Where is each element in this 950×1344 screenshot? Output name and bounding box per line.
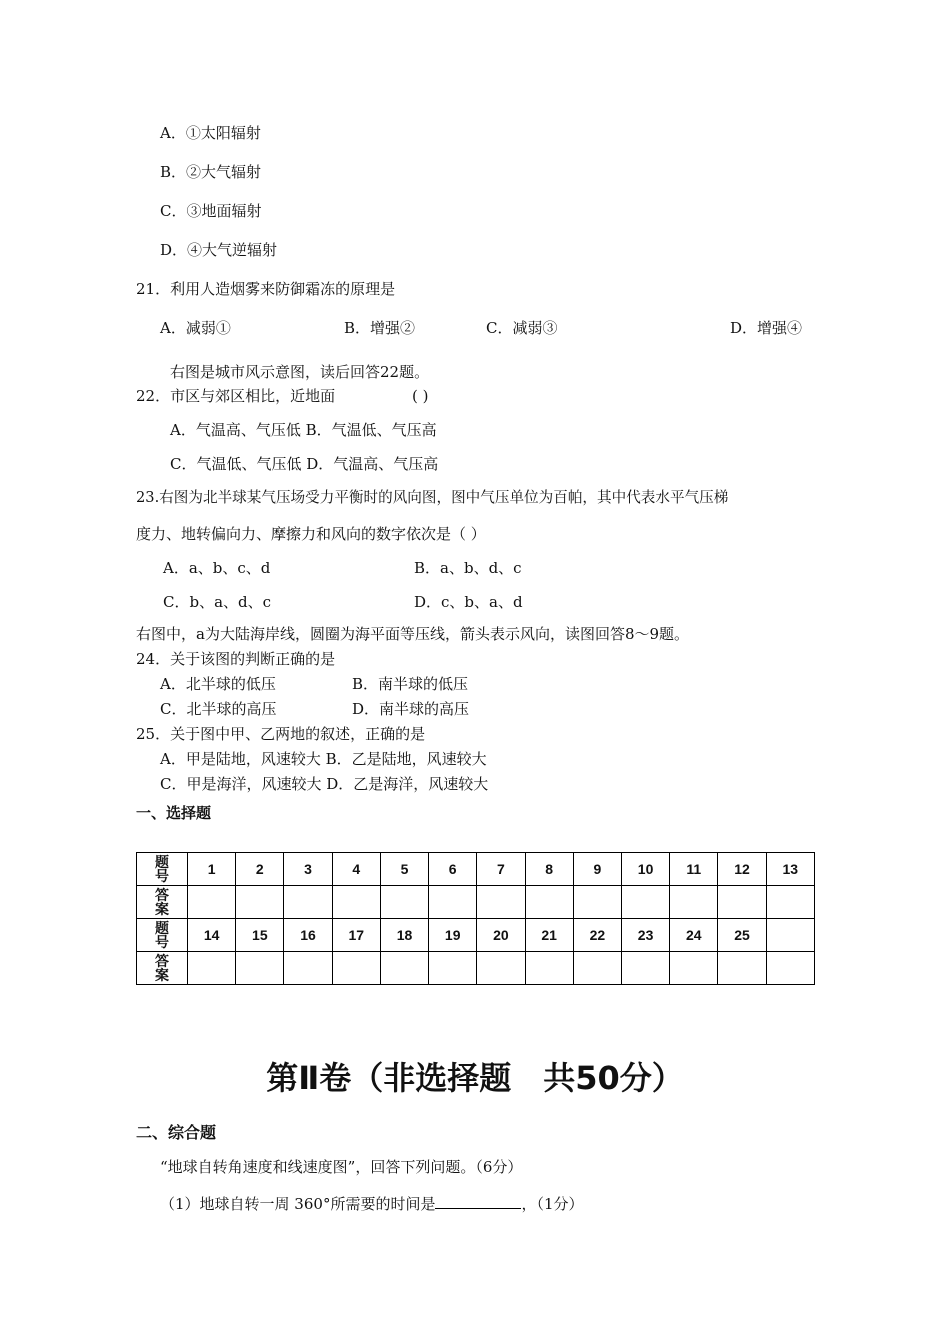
- row-header-number: 题 号: [137, 853, 188, 886]
- answer-cell[interactable]: [188, 886, 236, 919]
- answer-cell[interactable]: [236, 886, 284, 919]
- table-row-numbers-2: [137, 919, 815, 952]
- question-number-cell: 4: [332, 853, 380, 886]
- q23-option-d: D．c、b、a、d: [414, 593, 523, 611]
- section-1-heading: 一、选择题: [136, 805, 212, 822]
- q21-option-c: C．减弱③: [486, 319, 558, 337]
- table-row-answers-1: [137, 886, 815, 919]
- answer-cell[interactable]: [525, 886, 573, 919]
- q26-intro: “地球自转角速度和线速度图”，回答下列问题。（6分）: [160, 1158, 523, 1176]
- q23-option-a: A．a、b、c、d: [163, 559, 271, 577]
- answer-cell[interactable]: [477, 952, 525, 985]
- q26-sub1-text: （1）地球自转一周 360°所需要的时间是: [160, 1195, 436, 1213]
- answer-cell[interactable]: [718, 886, 766, 919]
- table-row-numbers-1: [137, 853, 815, 886]
- answer-cell[interactable]: [380, 952, 428, 985]
- question-number-cell: 7: [477, 853, 525, 886]
- q26-sub1-blank[interactable]: [435, 1192, 521, 1209]
- q24-stem: 24．关于该图的判断正确的是: [136, 650, 336, 668]
- question-number-cell: 14: [188, 919, 236, 952]
- q26-sub1-score: ，（1分）: [521, 1195, 584, 1213]
- question-number-cell: 21: [525, 919, 573, 952]
- answer-cell[interactable]: [573, 952, 621, 985]
- question-number-cell: 15: [236, 919, 284, 952]
- answer-cell[interactable]: [621, 886, 669, 919]
- q23-option-b: B．a、b、d、c: [414, 559, 522, 577]
- answer-cell[interactable]: [718, 952, 766, 985]
- answer-cell[interactable]: [621, 952, 669, 985]
- answer-cell[interactable]: [284, 886, 332, 919]
- q24-option-a: A．北半球的低压: [160, 675, 276, 693]
- question-number-cell: 17: [332, 919, 380, 952]
- q25-stem: 25．关于图中甲、乙两地的叙述，正确的是: [136, 725, 426, 743]
- q20-option-c: C．③地面辐射: [160, 202, 262, 220]
- answer-table: [136, 852, 815, 985]
- question-number-cell: 10: [621, 853, 669, 886]
- q24-option-d: D．南半球的高压: [352, 700, 470, 718]
- q24-option-b: B．南半球的低压: [352, 675, 469, 693]
- question-number-cell: 13: [766, 853, 814, 886]
- question-number-cell: 25: [718, 919, 766, 952]
- question-number-cell: [766, 919, 814, 952]
- question-number-cell: 19: [429, 919, 477, 952]
- section-2-heading: 二、综合题: [136, 1125, 217, 1142]
- answer-cell[interactable]: [429, 952, 477, 985]
- question-number-cell: 20: [477, 919, 525, 952]
- part-2-title: 第Ⅱ卷（非选择题 共50分）: [266, 1059, 684, 1097]
- answer-cell[interactable]: [766, 886, 814, 919]
- question-number-cell: 5: [380, 853, 428, 886]
- question-number-cell: 12: [718, 853, 766, 886]
- q22-options-cd: C．气温低、气压低 D．气温高、气压高: [170, 455, 439, 473]
- row-header-number: 题 号: [137, 919, 188, 952]
- q20-option-d: D．④大气逆辐射: [160, 241, 278, 259]
- answer-cell[interactable]: [188, 952, 236, 985]
- question-number-cell: 8: [525, 853, 573, 886]
- q21-stem: 21．利用人造烟雾来防御霜冻的原理是: [136, 280, 396, 298]
- q20-option-a: A．①太阳辐射: [160, 124, 261, 142]
- answer-cell[interactable]: [380, 886, 428, 919]
- question-number-cell: 22: [573, 919, 621, 952]
- q24-intro: 右图中，a为大陆海岸线，圆圈为海平面等压线，箭头表示风向，读图回答8～9题。: [136, 625, 690, 643]
- row-header-answer: 答 案: [137, 952, 188, 985]
- question-number-cell: 16: [284, 919, 332, 952]
- answer-cell[interactable]: [429, 886, 477, 919]
- question-number-cell: 11: [670, 853, 718, 886]
- q21-option-b: B．增强②: [344, 319, 416, 337]
- question-number-cell: 24: [670, 919, 718, 952]
- question-number-cell: 9: [573, 853, 621, 886]
- question-number-cell: 2: [236, 853, 284, 886]
- q22-paren: ( ): [412, 387, 429, 405]
- q25-options-cd: C．甲是海洋，风速较大 D．乙是海洋，风速较大: [160, 775, 489, 793]
- row-header-answer: 答 案: [137, 886, 188, 919]
- answer-cell[interactable]: [525, 952, 573, 985]
- answer-cell[interactable]: [332, 886, 380, 919]
- q23-option-c: C．b、a、d、c: [163, 593, 272, 611]
- answer-cell[interactable]: [284, 952, 332, 985]
- answer-cell[interactable]: [236, 952, 284, 985]
- question-number-cell: 23: [621, 919, 669, 952]
- answer-cell[interactable]: [332, 952, 380, 985]
- q22-options-ab: A．气温高、气压低 B．气温低、气压高: [170, 421, 437, 439]
- question-number-cell: 18: [380, 919, 428, 952]
- q25-options-ab: A．甲是陆地，风速较大 B．乙是陆地，风速较大: [160, 750, 487, 768]
- answer-cell[interactable]: [477, 886, 525, 919]
- answer-cell[interactable]: [573, 886, 621, 919]
- answer-cell[interactable]: [766, 952, 814, 985]
- q23-stem-line2: 度力、地转偏向力、摩擦力和风向的数字依次是（ ）: [136, 525, 486, 543]
- table-row-answers-2: [137, 952, 815, 985]
- q21-option-a: A．减弱①: [160, 319, 231, 337]
- q24-option-c: C．北半球的高压: [160, 700, 277, 718]
- question-number-cell: 6: [429, 853, 477, 886]
- q23-stem-line1: 23.右图为北半球某气压场受力平衡时的风向图，图中气压单位为百帕，其中代表水平气压梯: [136, 489, 729, 506]
- question-number-cell: 1: [188, 853, 236, 886]
- question-number-cell: 3: [284, 853, 332, 886]
- q21-option-d: D．增强④: [730, 319, 803, 337]
- q22-intro: 右图是城市风示意图，读后回答22题。: [170, 363, 430, 381]
- q20-option-b: B．②大气辐射: [160, 163, 262, 181]
- answer-cell[interactable]: [670, 952, 718, 985]
- q22-stem: 22．市区与郊区相比，近地面: [136, 387, 336, 405]
- answer-cell[interactable]: [670, 886, 718, 919]
- q26-sub1: [160, 1192, 584, 1214]
